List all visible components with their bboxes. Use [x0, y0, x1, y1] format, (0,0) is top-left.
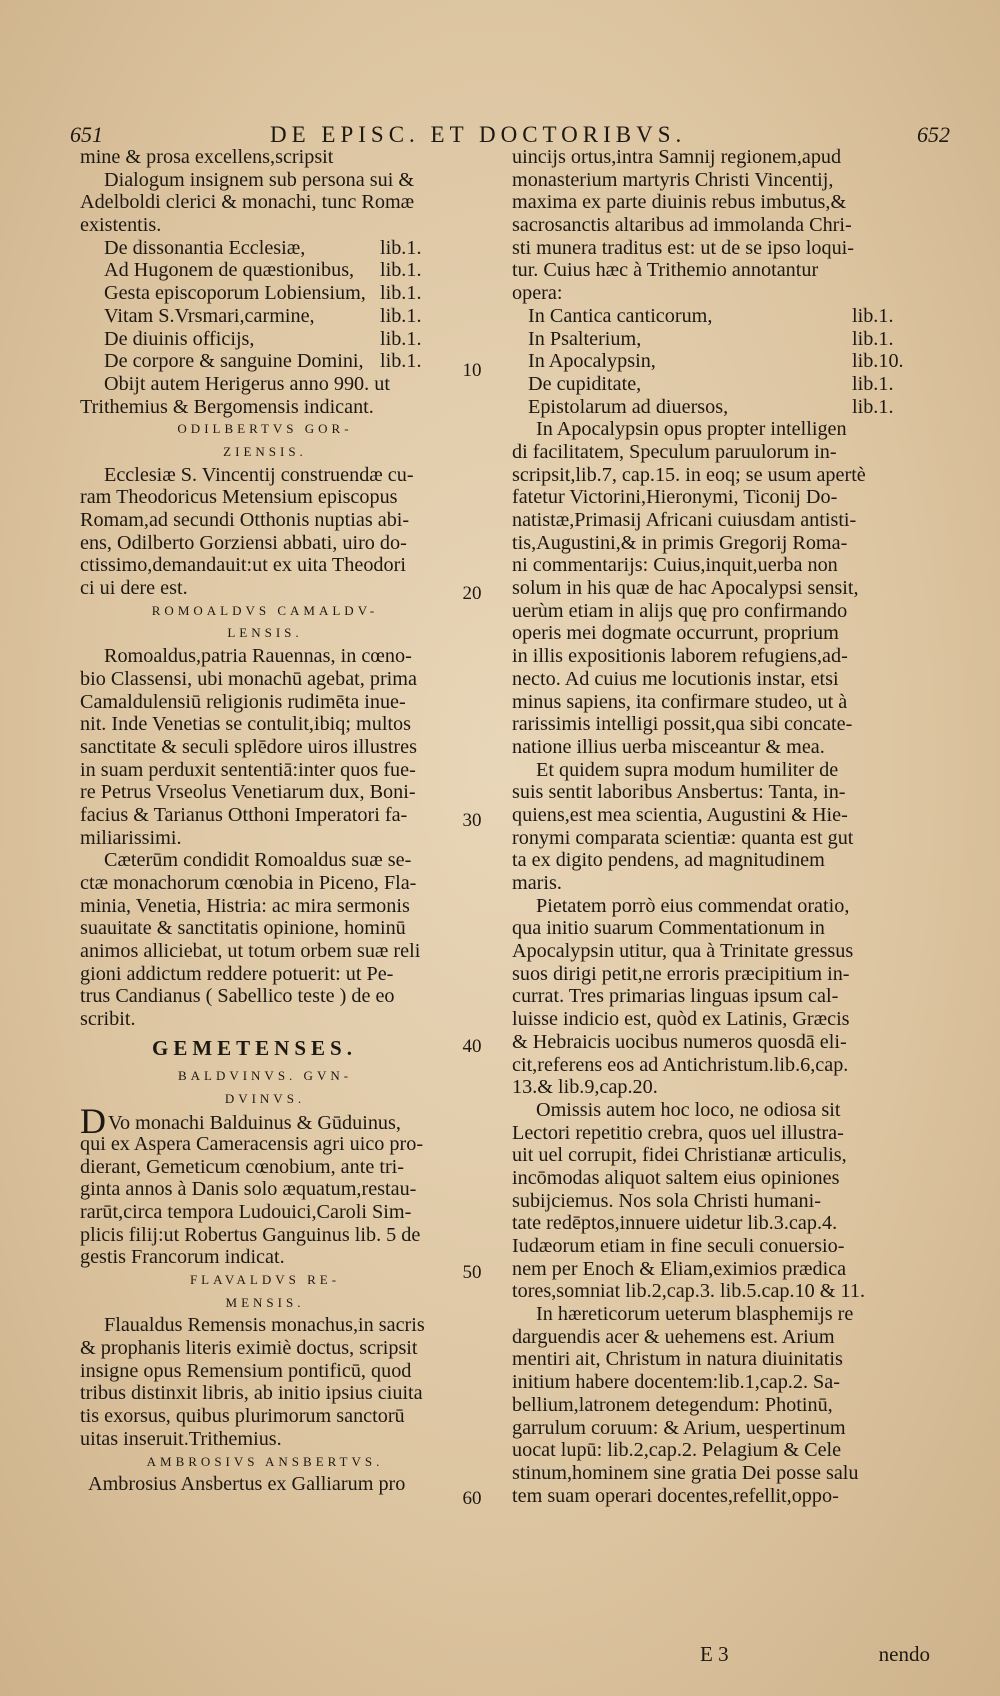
text-line: insigne opus Remensium pontificū, quod	[80, 1359, 412, 1382]
right-column	[512, 146, 932, 1507]
signature-mark: E 3	[700, 1642, 729, 1666]
text-line: uocat lupū: lib.2,cap.2. Pelagium & Cele	[512, 1439, 842, 1462]
text-line: nem per Enoch & Eliam,eximios prædica	[512, 1257, 847, 1280]
work-entry: Vitam S.Vrsmari,carmine, lib.1.	[104, 304, 422, 327]
line-number: 50	[462, 1262, 482, 1283]
text-line: gestis Francorum indicat.	[80, 1246, 285, 1269]
text-line: tis exorsus, quibus plurimorum sanctorū	[80, 1405, 405, 1428]
work-entry: Gesta episcoporum Lobiensium, lib.1.	[104, 282, 422, 305]
line-number: 20	[462, 583, 482, 604]
text-line: bellium,latronem detegendum: Photinū,	[512, 1393, 833, 1416]
text-line: uitas inseruit.Trithemius.	[80, 1427, 282, 1450]
work-entry: In Psalterium, lib.1.	[528, 327, 894, 350]
text-line: nit. Inde Venetias se contulit,ibiq; multos	[80, 713, 412, 736]
text-line: suis sentit laboribus Ansbertus: Tanta, in-	[512, 781, 846, 804]
text-line: Camaldulensiū religionis rudimēta inue-	[80, 690, 406, 713]
text-line: luisse indicio est, quòd ex Latinis, Græcis	[512, 1008, 850, 1031]
text-line: natione illius uerba misceantur & mea.	[512, 735, 825, 758]
text-line: natistæ,Primasij Africani cuiusdam antisti-	[512, 509, 857, 531]
line-number: 40	[462, 1036, 482, 1057]
text-line: bio Classensi, ubi monachū agebat, prima	[80, 667, 417, 690]
text-line: in suam perduxit sententiā:inter quos fue-	[80, 758, 416, 781]
work-entry: Epistolarum ad diuersos, lib.1.	[528, 395, 894, 418]
text-line: monasterium martyris Christi Vincentij,	[512, 168, 834, 191]
text-line: uincijs ortus,intra Samnij regionem,apud	[512, 146, 842, 168]
text-line: Trithemius & Bergomensis indicant.	[80, 395, 374, 418]
work-entry: In Apocalypsin, lib.10.	[528, 350, 904, 373]
text-line: Iudæorum etiam in fine seculi conuersio-	[512, 1235, 845, 1257]
text-line: animos alliciebat, ut totum orbem suæ reli	[80, 940, 421, 963]
text-line: solum in his quæ de hac Apocalypsi sensit,	[512, 577, 859, 600]
author-heading: FLAVALDVS RE-	[189, 1272, 341, 1287]
section-heading: GEMETENSES.	[152, 1035, 357, 1060]
page-number-right: 652	[917, 122, 950, 147]
text-line: scripsit,lib.7, cap.15. in eoq; se usum apertè	[512, 463, 866, 486]
author-heading: ODILBERTVS GOR-	[177, 421, 353, 437]
text-line: Romam,ad secundi Otthonis nuptias abi-	[80, 509, 410, 531]
text-line: rarūt,circa tempora Ludouici,Caroli Sim-	[80, 1200, 412, 1223]
text-line: qui ex Aspera Cameracensis agri uico pro-	[80, 1132, 424, 1155]
text-line: currat. Tres primarias linguas ipsum cal-	[512, 985, 839, 1008]
page-number-left: 651	[70, 122, 103, 147]
text-line: sacrosanctis altaribus ad immolanda Chri-	[512, 214, 852, 237]
text-line: sanctitate & seculi splēdore uiros illustres	[80, 735, 417, 758]
text-line: incōmodas aliquot saltem eius opiniones	[512, 1166, 840, 1189]
text-line: initium habere docentem:lib.1,cap.2. Sa-	[512, 1371, 840, 1394]
text-line: facius & Tarianus Otthoni Imperatori fa-	[80, 803, 408, 826]
text-line: & Hebraicis uocibus numeros quosdā eli-	[512, 1030, 847, 1053]
text-line: rarissimis intelligi possit,qua sibi concate-	[512, 713, 853, 736]
text-line: maris.	[512, 872, 562, 894]
author-heading: ROMOALDVS CAMALDV-	[151, 602, 379, 618]
text-line: maxima ex parte diuinis rebus imbutus,&	[512, 191, 847, 214]
text-line: tis,Augustini,& in primis Gregorij Roma-	[512, 531, 848, 554]
text-line: stinum,hominem sine gratia Dei posse salu	[512, 1461, 859, 1484]
text-line: tate redēptos,innuere uidetur lib.3.cap.4.	[512, 1212, 838, 1235]
text-line: necto. Ad cuius me locutionis instar, etsi	[512, 667, 839, 690]
author-heading: LENSIS.	[227, 625, 303, 641]
text-line: Cæterūm condidit Romoaldus suæ se-	[104, 849, 412, 872]
text-line: re Petrus Vrseolus Venetiarum dux, Boni-	[80, 781, 416, 804]
drop-cap: D	[80, 1101, 106, 1142]
text-line: ni commentarijs: Cuius,inquit,uerba non	[512, 554, 838, 577]
text-line: DVo monachi Balduinus & Gūduinus,	[80, 1101, 401, 1142]
author-heading: ZIENSIS.	[223, 443, 307, 459]
text-line: miliarissimi.	[80, 826, 182, 849]
text-line: fatetur Victorini,Hieronymi, Ticonij Do-	[512, 486, 838, 509]
author-heading: DVINVS.	[224, 1090, 306, 1106]
text-line: uit uel corrupit, fidei Christianæ articulis,	[512, 1144, 847, 1167]
text-line: ctæ monachorum cœnobia in Piceno, Fla-	[80, 872, 417, 894]
work-entry: De corpore & sanguine Domini, lib.1.	[104, 350, 422, 373]
text-line: & prophanis literis eximiè doctus, scripsit	[80, 1337, 418, 1360]
text-line: opera:	[512, 282, 563, 305]
text-line: suos dirigi petit,ne erroris præcipitium in-	[512, 962, 850, 985]
text-line: tribus distinxit libris, ab initio ipsius ciuita	[80, 1382, 423, 1405]
text-line: minus sapiens, ita confirmare studeo, ut à	[512, 690, 848, 713]
text-line: 13.& lib.9,cap.20.	[512, 1076, 658, 1099]
text-line: ram Theodoricus Metensium episcopus	[80, 486, 398, 509]
text-line: sti munera traditus est: ut de se ipso loqui-	[512, 236, 855, 259]
text-line: Omissis autem hoc loco, ne odiosa sit	[536, 1098, 841, 1121]
text-line: suauitate & sanctitatis opinione, hominū	[80, 917, 406, 940]
text-line: Romoaldus,patria Rauennas, in cœno-	[104, 645, 412, 668]
author-heading: AMBROSIVS ANSBERTVS.	[146, 1453, 384, 1469]
text-line: Et quidem supra modum humiliter de	[536, 758, 839, 781]
text-line: tores,somniat lib.2,cap.3. lib.5.cap.10 & 11.	[512, 1280, 866, 1303]
text-line: Obijt autem Herigerus anno 990. ut	[104, 372, 390, 395]
text-line: ens, Odilberto Gorziensi abbati, uiro do-	[80, 531, 407, 554]
text-line: mentiri ait, Christum in natura diuinitatis	[512, 1348, 843, 1371]
text-line: gioni addictum reddere potuerit: ut Pe-	[80, 962, 394, 985]
text-line: ci ui dere est.	[80, 577, 188, 600]
text-line: In hæreticorum ueterum blasphemijs re	[536, 1303, 854, 1326]
text-line: scribit.	[80, 1008, 136, 1031]
text-line: ctissimo,demandauit:ut ex uita Theodori	[80, 554, 406, 577]
text-line: operis mei dogmate occurrunt, proprium	[512, 622, 839, 645]
text-line: darguendis acer & uehemens est. Arium	[512, 1325, 835, 1348]
work-entry: De cupiditate, lib.1.	[528, 372, 894, 395]
text-line: Adelboldi clerici & monachi, tunc Romæ	[80, 191, 415, 214]
line-number: 60	[462, 1488, 482, 1509]
text-line: garrulum coruum: & Arium, uespertinum	[512, 1416, 846, 1439]
text-line: Lectori repetitio crebra, quos uel illustra-	[512, 1121, 844, 1144]
text-line: in illis expositionis laborem refugiens,ad-	[512, 645, 848, 668]
text-line: Ambrosius Ansbertus ex Galliarum pro	[88, 1473, 406, 1496]
text-line: trus Candianus ( Sabellico teste ) de eo	[80, 985, 395, 1008]
text-line: Dialogum insignem sub persona sui &	[104, 168, 415, 191]
text-line: plicis filij:ut Robertus Ganguinus lib. 5 de	[80, 1223, 421, 1246]
line-number: 30	[462, 810, 482, 831]
text-line: qua initio suarum Commentationum in	[512, 917, 825, 940]
text-line: tem suam operari docentes,refellit,oppo-	[512, 1484, 839, 1507]
running-title: DE EPISC. ET DOCTORIBVS.	[270, 122, 687, 147]
text-line: quiens,est mea scientia, Augustini & Hie-	[512, 803, 848, 826]
text-line: existentis.	[80, 214, 162, 237]
text-line: cit,referens eos ad Antichristum.lib.6,cap.	[512, 1053, 849, 1076]
work-entry: In Cantica canticorum, lib.1.	[528, 304, 894, 327]
text-line: Pietatem porrò eius commendat oratio,	[536, 894, 850, 917]
text-line: ta ex digito pendens, ad magnitudinem	[512, 849, 825, 872]
text-line: In Apocalypsin opus propter intelligen	[536, 418, 847, 441]
text-line: uerùm etiam in alijs quę pro confirmando	[512, 599, 848, 622]
text-line: minia, Venetia, Histria: ac mira sermonis	[80, 894, 410, 917]
line-number: 10	[462, 360, 482, 381]
text-line: Apocalypsin utitur, qua à Trinitate gressus	[512, 940, 854, 963]
text-line: ronymi comparata scientiæ: quanta est gut	[512, 826, 854, 849]
work-entry: Ad Hugonem de quæstionibus, lib.1.	[104, 259, 422, 282]
text-line: Flaualdus Remensis monachus,in sacris	[104, 1314, 425, 1337]
author-heading: BALDVINVS. GVN-	[177, 1067, 353, 1083]
text-line: ginta annos à Danis solo æquatum,restau-	[80, 1178, 417, 1201]
work-entry: De diuinis officijs, lib.1.	[104, 327, 422, 350]
text-line: tur. Cuius hæc à Trithemio annotantur	[512, 259, 819, 282]
page-footer	[700, 1642, 930, 1672]
text-line: mine & prosa excellens,scripsit	[80, 146, 334, 168]
text-line: dierant, Gemeticum cœnobium, ante tri-	[80, 1155, 405, 1178]
text-line: di facilitatem, Speculum paruulorum in-	[512, 440, 837, 463]
text-line: Ecclesiæ S. Vincentij construendæ cu-	[104, 463, 414, 486]
left-column	[80, 146, 450, 1496]
text-line: subijciemus. Nos sola Christi humani-	[512, 1189, 821, 1212]
work-entry: De dissonantia Ecclesiæ, lib.1.	[104, 236, 422, 259]
catchword: nendo	[878, 1642, 930, 1666]
author-heading: MENSIS.	[225, 1294, 305, 1310]
